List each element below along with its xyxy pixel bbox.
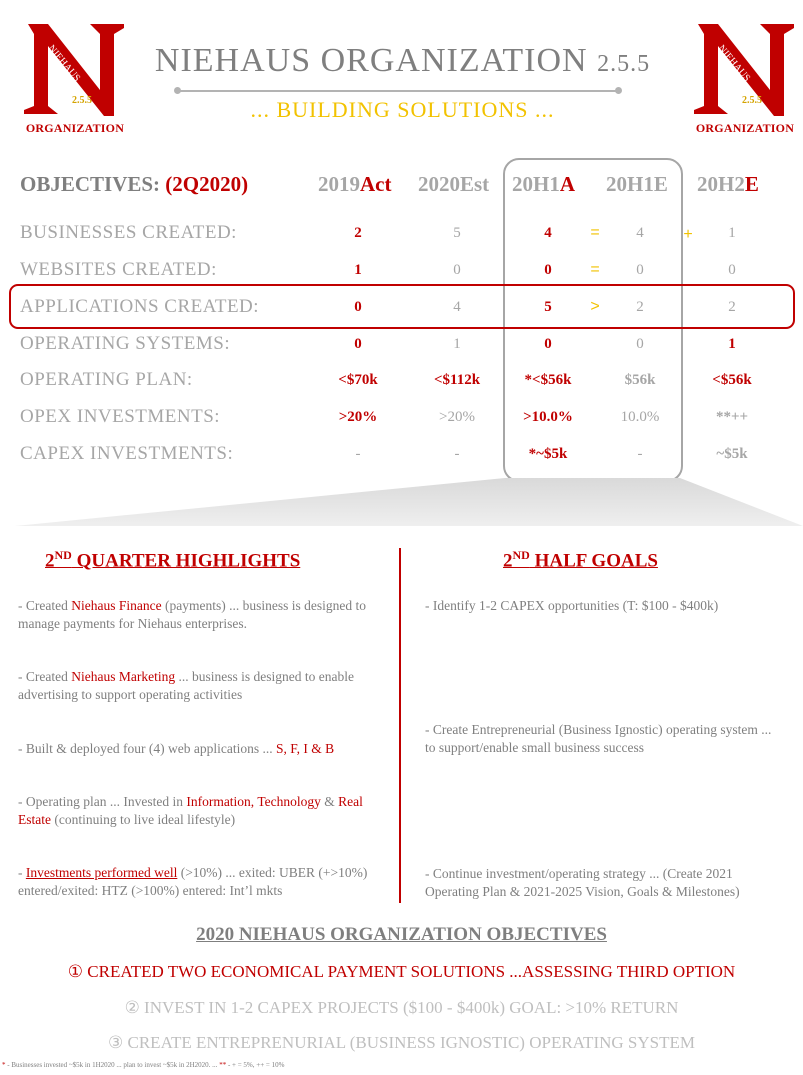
table-cell: 0: [636, 262, 644, 278]
table-cell: 2: [636, 299, 644, 315]
objectives-period: (2Q2020): [165, 172, 249, 196]
comparison-operator: >: [590, 298, 600, 315]
table-cell: $56k: [624, 372, 656, 388]
table-cell: 2: [728, 299, 736, 315]
org-objective-2: ② INVEST IN 1-2 CAPEX PROJECTS ($100 - $400k) GOAL: >10% RETURN: [124, 998, 679, 1017]
goal-item: - Create Entrepreneurial (Business Ignostic) operating system ... to support/enable small business success: [425, 722, 772, 755]
title-rule: [178, 90, 618, 92]
logo-org: ORGANIZATION: [25, 121, 125, 135]
table-cell: 0: [354, 336, 362, 352]
row-label: APPLICATIONS CREATED:: [20, 296, 260, 317]
title-version: 2.5.5: [597, 51, 651, 77]
org-objective-1: ① CREATED TWO ECONOMICAL PAYMENT SOLUTIONS ...ASSESSING THIRD OPTION: [67, 962, 736, 981]
table-cell: **++: [715, 409, 749, 425]
table-cell: 10.0%: [620, 409, 660, 425]
row-label: OPEX INVESTMENTS:: [20, 406, 221, 427]
highlight-item: - Created Niehaus Marketing ... business is designed to enable advertising to support operating activities: [18, 669, 354, 702]
plus-operator: +: [683, 226, 693, 243]
col-header-2020est: 2020Est: [418, 172, 490, 196]
objectives-title-prefix: OBJECTIVES:: [20, 172, 166, 196]
table-cell: 0: [636, 336, 644, 352]
col-header-20h1e: 20H1E: [606, 172, 668, 196]
table-cell: 4: [636, 225, 644, 241]
highlight-item: - Operating plan ... Invested in Information, Technology & Real Estate (continuing to live ideal lifestyle): [18, 794, 363, 827]
logo-version: 2.5.5: [742, 95, 762, 106]
table-cell: 1: [354, 262, 362, 278]
table-cell: 0: [354, 299, 362, 315]
table-cell: 0: [453, 262, 461, 278]
table-cell: 4: [544, 225, 552, 241]
table-cell: <$56k: [712, 372, 752, 388]
table-cell: >10.0%: [523, 409, 573, 425]
table-cell: -: [454, 446, 460, 462]
col-header-20h2e: 20H2E: [697, 172, 759, 196]
right-logo: [684, 18, 803, 133]
comparison-operator: =: [590, 224, 600, 241]
table-cell: -: [637, 446, 643, 462]
goal-item: - Continue investment/operating strategy ... (Create 2021 Operating Plan & 2021-2025 Vision, Goals & Milestones): [425, 866, 740, 899]
org-objective-3: ③ CREATE ENTREPRENURIAL (BUSINESS IGNOSTIC) OPERATING SYSTEM: [108, 1033, 695, 1052]
goal-item: - Identify 1-2 CAPEX opportunities (T: $100 - $400k): [425, 598, 719, 613]
table-cell: 2: [354, 225, 362, 241]
table-cell: 1: [453, 336, 461, 352]
row-label: OPERATING PLAN:: [20, 369, 193, 390]
row-label: OPERATING SYSTEMS:: [20, 333, 231, 354]
highlight-item: - Built & deployed four (4) web applications ... S, F, I & B: [18, 741, 335, 756]
org-objectives-title: 2020 NIEHAUS ORGANIZATION OBJECTIVES: [196, 924, 607, 945]
col-header-20h1a: 20H1A: [512, 172, 576, 196]
logo-word: NIEHAUS: [715, 43, 753, 84]
table-cell: 5: [453, 225, 461, 241]
highlights-title: 2ND QUARTER HIGHLIGHTS: [45, 548, 301, 572]
row-label: CAPEX INVESTMENTS:: [20, 443, 234, 464]
highlight-item: - Investments performed well (>10%) ... exited: UBER (+>10%) entered/exited: HTZ (>100%) entered: Int’l mkts: [18, 865, 368, 898]
table-cell: >20%: [338, 409, 378, 425]
page-subtitle: ... BUILDING SOLUTIONS ...: [250, 97, 555, 122]
col-header-2019act: 2019Act: [318, 172, 392, 196]
goals-title: 2ND HALF GOALS: [503, 548, 658, 572]
table-cell: 0: [544, 262, 552, 278]
comparison-operator: =: [590, 261, 600, 278]
table-cell: <$112k: [433, 372, 481, 388]
table-cell: 4: [453, 299, 461, 315]
table-cell: 5: [544, 299, 552, 315]
table-cell: <$70k: [338, 372, 378, 388]
logo-word: NIEHAUS: [45, 43, 83, 84]
highlight-item: - Created Niehaus Finance (payments) ... business is designed to manage payments for Niehaus enterprises.: [18, 598, 366, 631]
logo-version: 2.5.5: [72, 95, 92, 106]
table-cell: -: [355, 446, 361, 462]
objectives-title: [20, 172, 248, 197]
funnel-wedge: [0, 478, 803, 528]
row-label: BUSINESSES CREATED:: [20, 222, 237, 243]
page-title: [130, 42, 675, 80]
table-cell: *<$56k: [524, 372, 572, 388]
left-logo: [14, 18, 134, 133]
logo-org: ORGANIZATION: [695, 121, 795, 135]
table-cell: 1: [728, 225, 736, 241]
row-label: WEBSITES CREATED:: [20, 259, 217, 280]
table-cell: ~$5k: [716, 446, 748, 462]
footnote: * - Businesses invested ~$5k in 1H2020 ... plan to invest ~$5k in 2H2020. ... ** - + = 5%, ++ = 10%: [2, 1061, 285, 1069]
title-text: NIEHAUS ORGANIZATION: [154, 42, 588, 79]
table-cell: 0: [544, 336, 552, 352]
table-cell: 1: [728, 336, 736, 352]
column-divider: [399, 548, 401, 903]
table-cell: >20%: [439, 409, 475, 425]
table-cell: 0: [728, 262, 736, 278]
table-cell: *~$5k: [528, 446, 568, 462]
